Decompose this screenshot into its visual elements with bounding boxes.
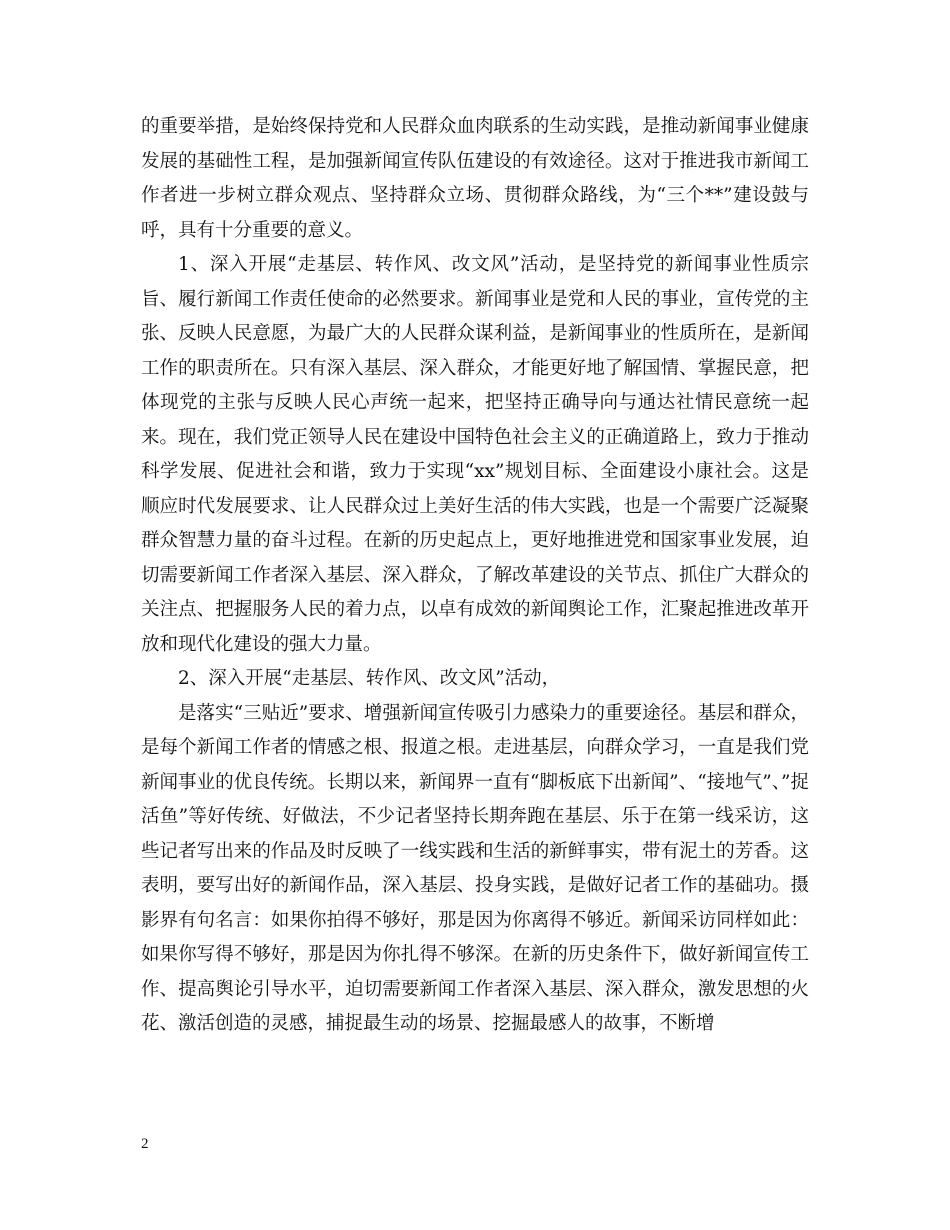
- page-number: 2: [141, 1136, 149, 1152]
- paragraph-point-2-heading: 2、深入开展“走基层、转作风、改文风”活动，: [178, 668, 561, 689]
- paragraph-continuation: 的重要举措，是始终保持党和人民群众血肉联系的生动实践，是推动新闻事业健康发展的基础性工程，是加强新闻宣传队伍建设的有效途径。这对于推进我市新闻工作者进一步树立群众观点、坚持群众立场、贯彻群众路线，为“三个**”建设鼓与呼，具有十分重要的意义。: [141, 116, 809, 241]
- document-body: [141, 110, 809, 1042]
- paragraph-point-1: 1、深入开展“走基层、转作风、改文风”活动，是坚持党的新闻事业性质宗旨、履行新闻工作责任使命的必然要求。新闻事业是党和人民的事业，宣传党的主张、反映人民意愿，为最广大的人民群众谋利益，是新闻事业的性质所在，是新闻工作的职责所在。只有深入基层、深入群众，才能更好地了解国情、掌握民意，把体现党的主张与反映人民心声统一起来，把坚持正确导向与通达社情民意统一起来。现在，我们党正领导人民在建设中国特色社会主义的正确道路上，致力于推动科学发展、促进社会和谐，致力于实现“xx”规划目标、全面建设小康社会。这是顺应时代发展要求、让人民群众过上美好生活的伟大实践，也是一个需要广泛凝聚群众智慧力量的奋斗过程。在新的历史起点上，更好地推进党和国家事业发展，迫切需要新闻工作者深入基层、深入群众，了解改革建设的关节点、抓住广大群众的关注点、把握服务人民的着力点，以卓有成效的新闻舆论工作，汇聚起推进改革开放和现代化建设的强大力量。: [141, 254, 809, 655]
- paragraph-point-2-body: 是落实“三贴近”要求、增强新闻宣传吸引力感染力的重要途径。基层和群众，是每个新闻工作者的情感之根、报道之根。走进基层，向群众学习，一直是我们党新闻事业的优良传统。长期以来，新闻界一直有“脚板底下出新闻”、“接地气”、”捉活鱼”等好传统、好做法，不少记者坚持长期奔跑在基层、乐于在第一线采访，这些记者写出来的作品及时反映了一线实践和生活的新鲜事实，带有泥土的芳香。这表明，要写出好的新闻作品，深入基层、投身实践，是做好记者工作的基础功。摄影界有句名言：如果你拍得不够好，那是因为你离得不够近。新闻采访同样如此：如果你写得不够好，那是因为你扎得不够深。在新的历史条件下，做好新闻宣传工作、提高舆论引导水平，迫切需要新闻工作者深入基层、深入群众，激发思想的火花、激活创造的灵感，捕捉最生动的场景、挖掘最感人的故事，不断增: [141, 702, 809, 1034]
